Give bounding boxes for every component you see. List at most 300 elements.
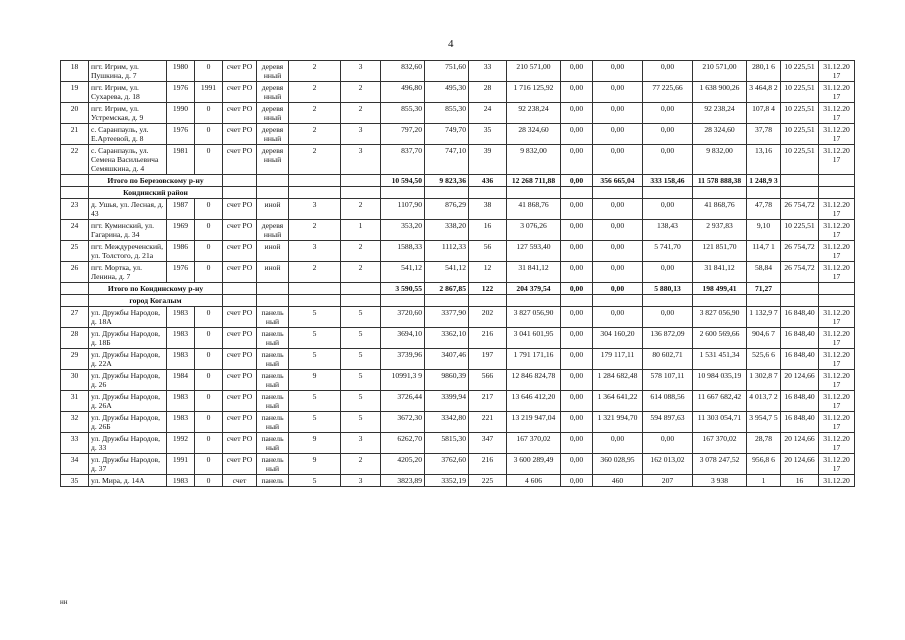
- deadline-cell: 31.12.20 17: [819, 262, 855, 283]
- unit-cost-cell: 47,78: [747, 199, 781, 220]
- table-row: [61, 124, 855, 145]
- living-area-cell: 876,29: [425, 199, 469, 220]
- blank-cell: [61, 283, 89, 295]
- residents-cell: 28: [469, 82, 507, 103]
- limit-cost-cell: 16 848,40: [781, 412, 819, 433]
- blank-cell: [223, 175, 257, 187]
- fund-4-cell: 3 078 247,52: [693, 454, 747, 475]
- limit-cost-cell: 26 754,72: [781, 241, 819, 262]
- fund-3-cell: 0,00: [643, 124, 693, 145]
- fund-4-cell: 3 827 056,90: [693, 307, 747, 328]
- fund-3-cell: 80 602,71: [643, 349, 693, 370]
- fund-3-cell: 0,00: [643, 307, 693, 328]
- row-number: 35: [61, 475, 89, 487]
- entrances-cell: 2: [341, 241, 381, 262]
- table-row: [61, 241, 855, 262]
- address-cell: с. Саранпауль, ул. Семена Васильевича Семяшкина, д. 4: [89, 145, 167, 175]
- wall-material-cell: деревя нный: [257, 103, 289, 124]
- residents-cell: 225: [469, 475, 507, 487]
- commission-year-cell: 1983: [167, 328, 195, 349]
- fund-method-cell: счет РО: [223, 82, 257, 103]
- table-row: [61, 433, 855, 454]
- address-cell: пгт. Мортка, ул. Ленина, д. 7: [89, 262, 167, 283]
- fund-3-cell: 594 897,63: [643, 412, 693, 433]
- floors-cell: 2: [289, 220, 341, 241]
- fund-method-cell: счет РО: [223, 391, 257, 412]
- wall-material-cell: деревя нный: [257, 124, 289, 145]
- address-cell: ул. Мира, д. 14А: [89, 475, 167, 487]
- unit-cost-cell: 1 132,9 7: [747, 307, 781, 328]
- limit-cost-cell: 20 124,66: [781, 454, 819, 475]
- living-area-cell: 3377,90: [425, 307, 469, 328]
- fund-method-cell: счет РО: [223, 307, 257, 328]
- deadline-cell: 31.12.20 17: [819, 391, 855, 412]
- address-cell: ул. Дружбы Народов, д. 37: [89, 454, 167, 475]
- entrances-cell: 5: [341, 349, 381, 370]
- residents-cell: 56: [469, 241, 507, 262]
- subtotal-peo-cell: 436: [469, 175, 507, 187]
- reconstruction-year-cell: 0: [195, 433, 223, 454]
- floors-cell: 5: [289, 307, 341, 328]
- blank-cell: [643, 295, 693, 307]
- total-cost-cell: 12 846 824,78: [507, 370, 561, 391]
- blank-cell: [819, 175, 855, 187]
- fund-2-cell: 0,00: [593, 199, 643, 220]
- commission-year-cell: 1981: [167, 145, 195, 175]
- residents-cell: 38: [469, 199, 507, 220]
- fund-1-cell: 0,00: [561, 220, 593, 241]
- commission-year-cell: 1983: [167, 391, 195, 412]
- floors-cell: 5: [289, 412, 341, 433]
- fund-method-cell: счет: [223, 475, 257, 487]
- limit-cost-cell: 10 225,51: [781, 145, 819, 175]
- unit-cost-cell: 28,78: [747, 433, 781, 454]
- floors-cell: 2: [289, 82, 341, 103]
- wall-material-cell: панель ный: [257, 328, 289, 349]
- blank-cell: [507, 295, 561, 307]
- subtotal-f4-cell: 11 578 888,38: [693, 175, 747, 187]
- reconstruction-year-cell: 0: [195, 349, 223, 370]
- commission-year-cell: 1987: [167, 199, 195, 220]
- deadline-cell: 31.12.20 17: [819, 199, 855, 220]
- fund-1-cell: 0,00: [561, 145, 593, 175]
- entrances-cell: 3: [341, 433, 381, 454]
- wall-material-cell: панель: [257, 475, 289, 487]
- deadline-cell: 31.12.20 17: [819, 328, 855, 349]
- entrances-cell: 3: [341, 475, 381, 487]
- fund-1-cell: 0,00: [561, 412, 593, 433]
- table-row: [61, 220, 855, 241]
- fund-1-cell: 0,00: [561, 475, 593, 487]
- living-area-cell: 747,10: [425, 145, 469, 175]
- blank-cell: [381, 187, 425, 199]
- limit-cost-cell: 16 848,40: [781, 391, 819, 412]
- commission-year-cell: 1992: [167, 433, 195, 454]
- living-area-cell: 3407,46: [425, 349, 469, 370]
- blank-cell: [593, 187, 643, 199]
- subtotal-label: Итого по Березовскому р-ну: [89, 175, 223, 187]
- total-area-cell: 4205,20: [381, 454, 425, 475]
- residents-cell: 216: [469, 454, 507, 475]
- limit-cost-cell: 20 124,66: [781, 370, 819, 391]
- reconstruction-year-cell: 0: [195, 328, 223, 349]
- reconstruction-year-cell: 0: [195, 199, 223, 220]
- fund-4-cell: 31 841,12: [693, 262, 747, 283]
- table-row: [61, 328, 855, 349]
- fund-1-cell: 0,00: [561, 199, 593, 220]
- blank-cell: [223, 295, 257, 307]
- entrances-cell: 5: [341, 391, 381, 412]
- table-row: [61, 391, 855, 412]
- blank-cell: [781, 175, 819, 187]
- fund-1-cell: 0,00: [561, 307, 593, 328]
- total-area-cell: 10991,3 9: [381, 370, 425, 391]
- total-area-cell: 3726,44: [381, 391, 425, 412]
- blank-cell: [643, 187, 693, 199]
- floors-cell: 9: [289, 433, 341, 454]
- blank-cell: [819, 283, 855, 295]
- unit-cost-cell: 13,16: [747, 145, 781, 175]
- commission-year-cell: 1976: [167, 82, 195, 103]
- fund-3-cell: 0,00: [643, 262, 693, 283]
- fund-1-cell: 0,00: [561, 391, 593, 412]
- fund-3-cell: 0,00: [643, 145, 693, 175]
- section-title: Кондинский район: [89, 187, 223, 199]
- limit-cost-cell: 16: [781, 475, 819, 487]
- subtotal-f2-cell: 356 665,04: [593, 175, 643, 187]
- entrances-cell: 2: [341, 454, 381, 475]
- unit-cost-cell: 3 464,8 2: [747, 82, 781, 103]
- reconstruction-year-cell: 0: [195, 103, 223, 124]
- total-cost-cell: 13 646 412,20: [507, 391, 561, 412]
- blank-cell: [257, 295, 289, 307]
- row-number: 23: [61, 199, 89, 220]
- address-cell: ул. Дружбы Народов, д. 26Б: [89, 412, 167, 433]
- wall-material-cell: иной: [257, 241, 289, 262]
- total-area-cell: 353,20: [381, 220, 425, 241]
- reconstruction-year-cell: 0: [195, 454, 223, 475]
- subtotal-f1-cell: 0,00: [561, 175, 593, 187]
- row-number: 19: [61, 82, 89, 103]
- commission-year-cell: 1984: [167, 370, 195, 391]
- table-row: [61, 349, 855, 370]
- row-number: 27: [61, 307, 89, 328]
- subtotal-label: Итого по Кондинскому р-ну: [89, 283, 223, 295]
- floors-cell: 3: [289, 199, 341, 220]
- commission-year-cell: 1983: [167, 475, 195, 487]
- fund-3-cell: 136 872,09: [643, 328, 693, 349]
- unit-cost-cell: 58,84: [747, 262, 781, 283]
- address-cell: ул. Дружбы Народов, д. 18Б: [89, 328, 167, 349]
- footer-mark: нн: [60, 598, 68, 606]
- subtotal-f4-cell: 198 499,41: [693, 283, 747, 295]
- blank-cell: [781, 187, 819, 199]
- wall-material-cell: панель ный: [257, 370, 289, 391]
- address-cell: ул. Дружбы Народов, д. 33: [89, 433, 167, 454]
- blank-cell: [561, 187, 593, 199]
- commission-year-cell: 1991: [167, 454, 195, 475]
- fund-2-cell: 304 160,20: [593, 328, 643, 349]
- total-cost-cell: 1 791 171,16: [507, 349, 561, 370]
- table-row: [61, 262, 855, 283]
- limit-cost-cell: 16 848,40: [781, 349, 819, 370]
- fund-2-cell: 1 321 994,70: [593, 412, 643, 433]
- total-cost-cell: 167 370,02: [507, 433, 561, 454]
- blank-cell: [693, 295, 747, 307]
- deadline-cell: 31.12.20 17: [819, 370, 855, 391]
- row-number: 21: [61, 124, 89, 145]
- row-number: 31: [61, 391, 89, 412]
- unit-cost-cell: 1: [747, 475, 781, 487]
- address-cell: ул. Дружбы Народов, д. 26: [89, 370, 167, 391]
- fund-1-cell: 0,00: [561, 103, 593, 124]
- table-row: [61, 370, 855, 391]
- subtotal-f1-cell: 0,00: [561, 283, 593, 295]
- residents-cell: 566: [469, 370, 507, 391]
- reconstruction-year-cell: 0: [195, 412, 223, 433]
- fund-4-cell: 28 324,60: [693, 124, 747, 145]
- fund-method-cell: счет РО: [223, 454, 257, 475]
- blank-cell: [593, 295, 643, 307]
- subtotal-row: [61, 283, 855, 295]
- entrances-cell: 2: [341, 199, 381, 220]
- floors-cell: 5: [289, 475, 341, 487]
- entrances-cell: 5: [341, 307, 381, 328]
- row-number: 22: [61, 145, 89, 175]
- total-cost-cell: 4 606: [507, 475, 561, 487]
- wall-material-cell: панель ный: [257, 412, 289, 433]
- living-area-cell: 751,60: [425, 61, 469, 82]
- residents-cell: 24: [469, 103, 507, 124]
- subtotal-cost-cell: 12 268 711,88: [507, 175, 561, 187]
- residents-cell: 347: [469, 433, 507, 454]
- row-number: 30: [61, 370, 89, 391]
- residents-cell: 202: [469, 307, 507, 328]
- row-number: 28: [61, 328, 89, 349]
- deadline-cell: 31.12.20 17: [819, 124, 855, 145]
- total-cost-cell: 210 571,00: [507, 61, 561, 82]
- entrances-cell: 5: [341, 328, 381, 349]
- fund-3-cell: 0,00: [643, 433, 693, 454]
- address-cell: пгт. Игрим, ул. Пушкина, д. 7: [89, 61, 167, 82]
- blank-cell: [257, 187, 289, 199]
- entrances-cell: 2: [341, 262, 381, 283]
- total-cost-cell: 3 827 056,90: [507, 307, 561, 328]
- fund-3-cell: 0,00: [643, 61, 693, 82]
- row-number: 29: [61, 349, 89, 370]
- page-number: 4: [448, 38, 454, 50]
- total-area-cell: 3720,60: [381, 307, 425, 328]
- subtotal-f5-cell: 71,27: [747, 283, 781, 295]
- fund-1-cell: 0,00: [561, 370, 593, 391]
- fund-2-cell: 360 028,95: [593, 454, 643, 475]
- total-area-cell: 6262,70: [381, 433, 425, 454]
- subtotal-peo-cell: 122: [469, 283, 507, 295]
- wall-material-cell: иной: [257, 199, 289, 220]
- section-header-row: [61, 295, 855, 307]
- living-area-cell: 9860,39: [425, 370, 469, 391]
- fund-4-cell: 1 531 451,34: [693, 349, 747, 370]
- deadline-cell: 31.12.20: [819, 475, 855, 487]
- section-header-row: [61, 187, 855, 199]
- living-area-cell: 541,12: [425, 262, 469, 283]
- deadline-cell: 31.12.20 17: [819, 220, 855, 241]
- reconstruction-year-cell: 0: [195, 145, 223, 175]
- blank-cell: [257, 175, 289, 187]
- fund-3-cell: 5 741,70: [643, 241, 693, 262]
- fund-method-cell: счет РО: [223, 433, 257, 454]
- living-area-cell: 749,70: [425, 124, 469, 145]
- fund-2-cell: 1 364 641,22: [593, 391, 643, 412]
- residents-cell: 216: [469, 328, 507, 349]
- limit-cost-cell: 10 225,51: [781, 82, 819, 103]
- fund-method-cell: счет РО: [223, 103, 257, 124]
- address-cell: с. Саранпауль, ул. Е.Артеевой, д. 8: [89, 124, 167, 145]
- unit-cost-cell: 9,10: [747, 220, 781, 241]
- living-area-cell: 3399,94: [425, 391, 469, 412]
- blank-cell: [747, 295, 781, 307]
- residents-cell: 12: [469, 262, 507, 283]
- reconstruction-year-cell: 0: [195, 241, 223, 262]
- fund-3-cell: 578 107,11: [643, 370, 693, 391]
- blank-cell: [781, 295, 819, 307]
- commission-year-cell: 1976: [167, 262, 195, 283]
- blank-cell: [289, 283, 341, 295]
- floors-cell: 9: [289, 370, 341, 391]
- total-area-cell: 3672,30: [381, 412, 425, 433]
- total-cost-cell: 13 219 947,04: [507, 412, 561, 433]
- fund-1-cell: 0,00: [561, 82, 593, 103]
- floors-cell: 2: [289, 262, 341, 283]
- fund-method-cell: счет РО: [223, 262, 257, 283]
- unit-cost-cell: 37,78: [747, 124, 781, 145]
- reconstruction-year-cell: 0: [195, 220, 223, 241]
- total-area-cell: 496,80: [381, 82, 425, 103]
- table-row: [61, 103, 855, 124]
- row-number: 24: [61, 220, 89, 241]
- blank-cell: [289, 295, 341, 307]
- row-number: 25: [61, 241, 89, 262]
- commission-year-cell: 1983: [167, 412, 195, 433]
- total-area-cell: 3823,89: [381, 475, 425, 487]
- entrances-cell: 1: [341, 220, 381, 241]
- living-area-cell: 338,20: [425, 220, 469, 241]
- deadline-cell: 31.12.20 17: [819, 103, 855, 124]
- subtotal-a2-cell: 2 867,85: [425, 283, 469, 295]
- commission-year-cell: 1990: [167, 103, 195, 124]
- commission-year-cell: 1983: [167, 307, 195, 328]
- fund-4-cell: 1 638 900,26: [693, 82, 747, 103]
- total-cost-cell: 92 238,24: [507, 103, 561, 124]
- fund-4-cell: 11 303 054,71: [693, 412, 747, 433]
- living-area-cell: 3362,10: [425, 328, 469, 349]
- living-area-cell: 495,30: [425, 82, 469, 103]
- entrances-cell: 2: [341, 82, 381, 103]
- entrances-cell: 5: [341, 370, 381, 391]
- housing-register-table: [60, 60, 855, 487]
- fund-2-cell: 179 117,11: [593, 349, 643, 370]
- blank-cell: [289, 187, 341, 199]
- fund-4-cell: 11 667 682,42: [693, 391, 747, 412]
- total-cost-cell: 3 600 289,49: [507, 454, 561, 475]
- wall-material-cell: панель ный: [257, 391, 289, 412]
- fund-2-cell: 0,00: [593, 145, 643, 175]
- blank-cell: [781, 283, 819, 295]
- fund-method-cell: счет РО: [223, 412, 257, 433]
- total-cost-cell: 28 324,60: [507, 124, 561, 145]
- reconstruction-year-cell: 0: [195, 475, 223, 487]
- fund-2-cell: 0,00: [593, 61, 643, 82]
- total-area-cell: 837,70: [381, 145, 425, 175]
- fund-method-cell: счет РО: [223, 124, 257, 145]
- fund-1-cell: 0,00: [561, 328, 593, 349]
- floors-cell: 2: [289, 145, 341, 175]
- deadline-cell: 31.12.20 17: [819, 145, 855, 175]
- blank-cell: [425, 295, 469, 307]
- blank-cell: [341, 187, 381, 199]
- commission-year-cell: 1980: [167, 61, 195, 82]
- fund-method-cell: счет РО: [223, 349, 257, 370]
- total-area-cell: 797,20: [381, 124, 425, 145]
- fund-2-cell: 0,00: [593, 124, 643, 145]
- fund-3-cell: 138,43: [643, 220, 693, 241]
- fund-4-cell: 2 600 569,66: [693, 328, 747, 349]
- blank-cell: [507, 187, 561, 199]
- reconstruction-year-cell: 0: [195, 370, 223, 391]
- address-cell: ул. Дружбы Народов, д. 22А: [89, 349, 167, 370]
- wall-material-cell: панель ный: [257, 349, 289, 370]
- unit-cost-cell: 904,6 7: [747, 328, 781, 349]
- fund-method-cell: счет РО: [223, 145, 257, 175]
- limit-cost-cell: 16 848,40: [781, 328, 819, 349]
- reconstruction-year-cell: 0: [195, 124, 223, 145]
- fund-method-cell: счет РО: [223, 241, 257, 262]
- wall-material-cell: иной: [257, 262, 289, 283]
- entrances-cell: 3: [341, 145, 381, 175]
- table-row: [61, 145, 855, 175]
- subtotal-f2-cell: 0,00: [593, 283, 643, 295]
- commission-year-cell: 1986: [167, 241, 195, 262]
- floors-cell: 2: [289, 103, 341, 124]
- fund-3-cell: 77 225,66: [643, 82, 693, 103]
- subtotal-a1-cell: 10 594,50: [381, 175, 425, 187]
- subtotal-a1-cell: 3 590,55: [381, 283, 425, 295]
- total-cost-cell: 127 593,40: [507, 241, 561, 262]
- fund-2-cell: 0,00: [593, 220, 643, 241]
- table-row: [61, 412, 855, 433]
- blank-cell: [341, 283, 381, 295]
- residents-cell: 221: [469, 412, 507, 433]
- blank-cell: [469, 295, 507, 307]
- residents-cell: 217: [469, 391, 507, 412]
- residents-cell: 16: [469, 220, 507, 241]
- subtotal-cost-cell: 204 379,54: [507, 283, 561, 295]
- fund-2-cell: 1 284 682,48: [593, 370, 643, 391]
- total-area-cell: 855,30: [381, 103, 425, 124]
- fund-method-cell: счет РО: [223, 61, 257, 82]
- address-cell: пгт. Куминский, ул. Гагарина, д. 34: [89, 220, 167, 241]
- fund-4-cell: 10 984 035,19: [693, 370, 747, 391]
- fund-method-cell: счет РО: [223, 220, 257, 241]
- deadline-cell: 31.12.20 17: [819, 433, 855, 454]
- fund-method-cell: счет РО: [223, 199, 257, 220]
- fund-2-cell: 460: [593, 475, 643, 487]
- fund-4-cell: 210 571,00: [693, 61, 747, 82]
- fund-method-cell: счет РО: [223, 370, 257, 391]
- deadline-cell: 31.12.20 17: [819, 454, 855, 475]
- address-cell: пгт. Игрим, ул. Устремская, д. 9: [89, 103, 167, 124]
- subtotal-f3-cell: 333 158,46: [643, 175, 693, 187]
